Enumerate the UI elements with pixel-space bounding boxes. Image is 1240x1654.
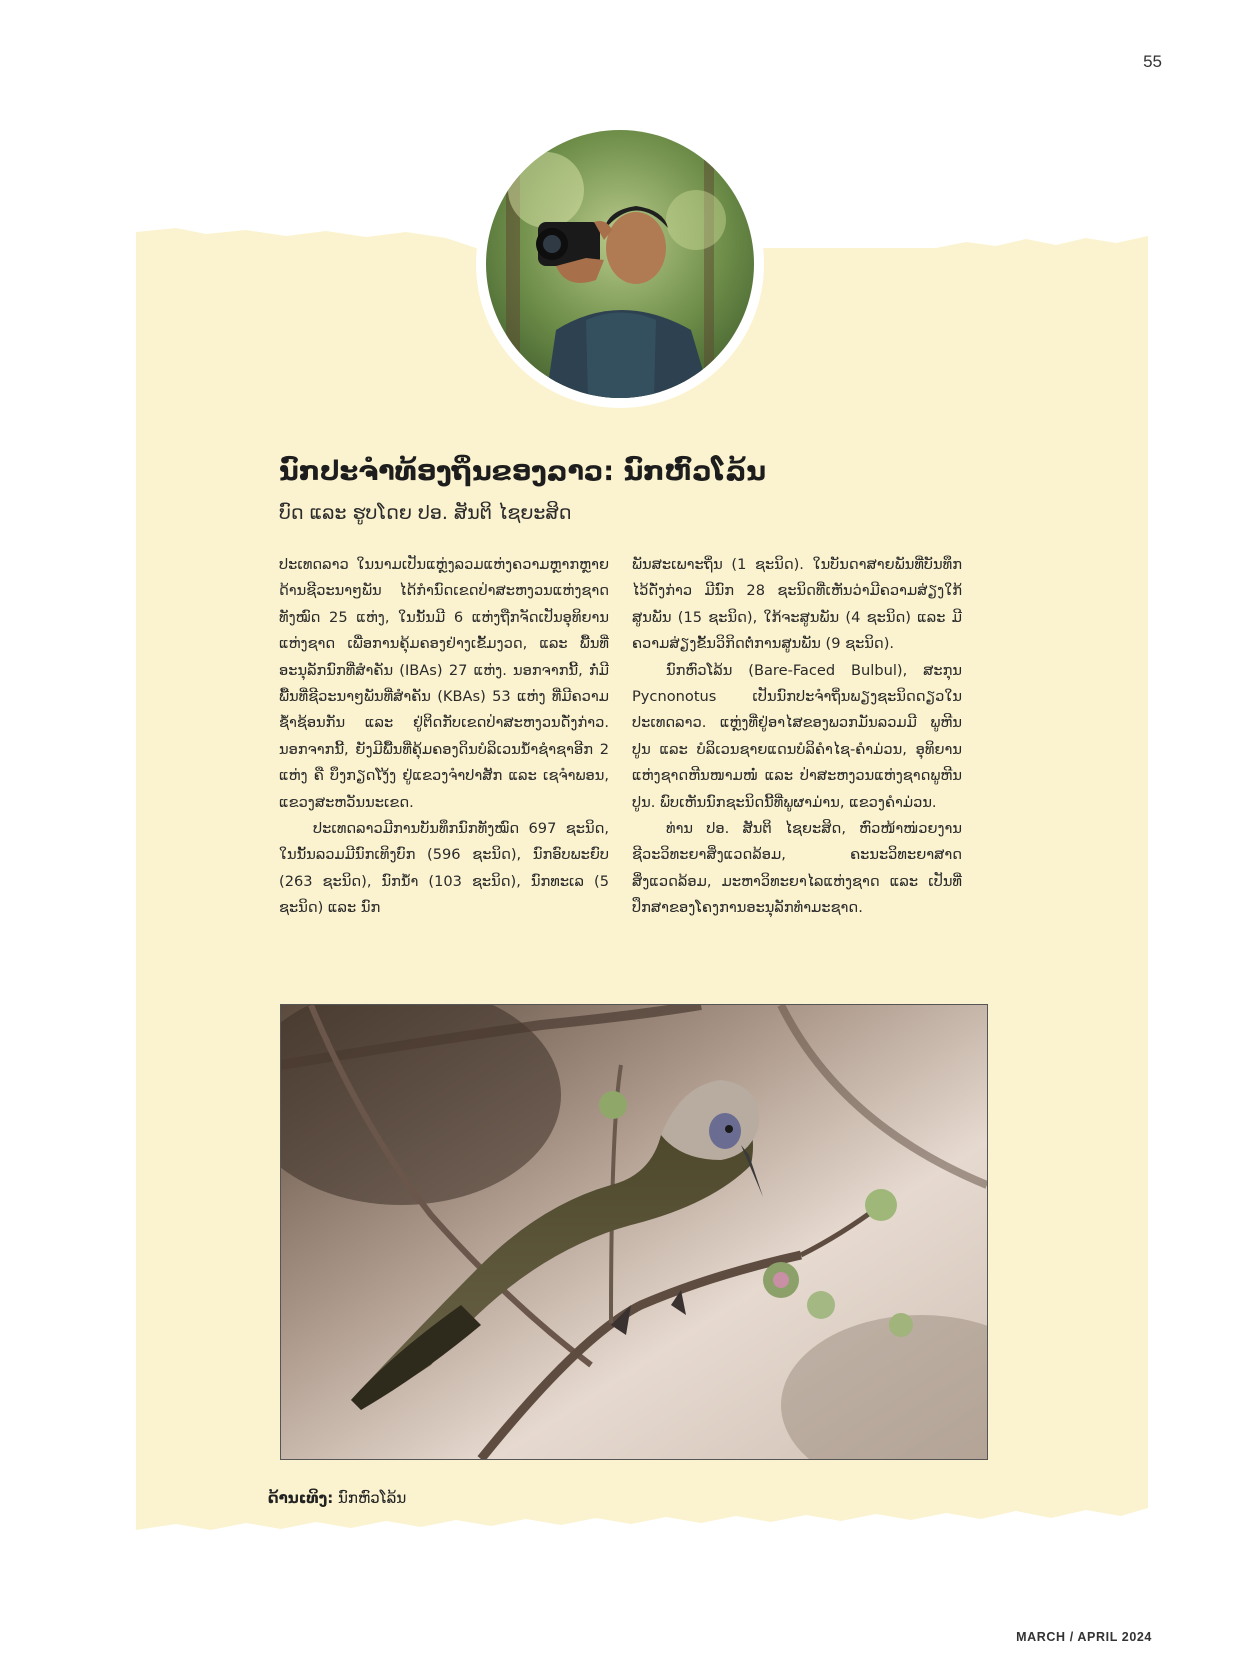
page-number: 55 bbox=[1143, 52, 1162, 71]
article-byline: ບົດ ແລະ ຮູບໂດຍ ປອ. ສັນຕິ ໄຊຍະສິດ bbox=[279, 502, 572, 524]
caption-label: ດ້ານເທິງ: bbox=[268, 1489, 334, 1507]
bird-photo bbox=[280, 1004, 988, 1460]
paragraph: ປະເທດລາວ ໃນນາມເປັນແຫຼ່ງລວມແຫ່ງຄວາມຫຼາກຫຼາຍດ້ານຊີວະນາໆພັນ ໄດ້ກຳນົດເຂດປ່າສະຫງວນແຫ່ງຊາດທັງໝົດ 25 ແຫ່ງ, ໃນນັ້ນມີ 6 ແຫ່ງຖືກຈັດເປັນອຸທິຍານແຫ່ງຊາດ ເພື່ອການຄຸ້ມຄອງຢ່າງເຂັ້ມງວດ, ແລະ ພື້ນທີ່ອະນຸລັກນົກທີ່ສຳຄັນ (IBAs) 27 ແຫ່ງ. ນອກຈາກນີ້, ກໍ່ມີພື້ນທີ່ຊີວະນາໆພັນທີ່ສຳຄັນ (KBAs) 53 ແຫ່ງ ທີ່ມີຄວາມຊໍ້າຊ້ອນກັນ ແລະ ຢູ່ຕິດກັບເຂດປ່າສະຫງວນດັ່ງກ່າວ. ນອກຈາກນີ້, ຍັງມີພື້ນທີ່ຄຸ້ມຄອງດິນບໍລິເວນນໍ້າຊຳຊາອີກ 2 ແຫ່ງ ຄື ບຶງກຽດໂງ້ງ ຢູ່ແຂວງຈຳປາສັກ ແລະ ເຊຈຳພອນ, ແຂວງສະຫວັນນະເຂດ. bbox=[279, 556, 609, 811]
paragraph: ພັນສະເພາະຖິ່ນ (1 ຊະນິດ). ໃນບັນດາສາຍພັນທີ່ບັນທຶກໄວ້ດັ່ງກ່າວ ມີນົກ 28 ຊະນິດທີ່ເຫັນວ່າມີຄວາມສ່ຽງໃກ້ສູນພັນ (15 ຊະນິດ), ໃກ້ຈະສູນພັນ (4 ຊະນິດ) ແລະ ມີຄວາມສ່ຽງຂັ້ນວິກິດຕໍ່ການສູນພັນ (9 ຊະນິດ). bbox=[632, 556, 962, 653]
caption-text: ນົກຫົວໂລ້ນ bbox=[338, 1489, 407, 1507]
issue-date: MARCH / APRIL 2024 bbox=[1016, 1630, 1152, 1644]
article-title: ນົກປະຈຳທ້ອງຖິ່ນຂອງລາວ: ນົກຫົວໂລ້ນ bbox=[279, 456, 766, 487]
paragraph: ປະເທດລາວມີການບັນທຶກນົກທັງໝົດ 697 ຊະນິດ, ໃນນັ້ນລວມມີນົກເທິງບົກ (596 ຊະນິດ), ນົກອົບພະຍົບ (263 ຊະນິດ), ນົກນໍ້າ (103 ຊະນິດ), ນົກທະເລ (5 ຊະນິດ) ແລະ ນົກ bbox=[279, 820, 609, 917]
paragraph: ນົກຫົວໂລ້ນ (Bare-Faced Bulbul), ສະກຸນ Pycnonotus ເປັນນົກປະຈຳຖິ່ນພຽງຊະນິດດຽວໃນປະເທດລາວ. ແຫຼ່ງທີ່ຢູ່ອາໄສຂອງພວກມັນລວມມີ ພູຫີນປູນ ແລະ ບໍລິເວນຊາຍແດນບໍລິຄຳໄຊ-ຄຳມ່ວນ, ອຸທິຍານແຫ່ງຊາດຫີນໜາມໜໍ່ ແລະ ປ່າສະຫງວນແຫ່ງຊາດພູຫີນປູນ. ພົບເຫັນນົກຊະນິດນີ້ທີ່ພູຜາມ່ານ, ແຂວງຄຳມ່ວນ. bbox=[632, 661, 962, 811]
article-column-right bbox=[632, 552, 962, 922]
article-column-left bbox=[279, 552, 609, 922]
photo-caption bbox=[268, 1489, 406, 1507]
photographer-portrait bbox=[486, 130, 754, 398]
paragraph: ທ່ານ ປອ. ສັນຕິ ໄຊຍະສິດ, ຫົວໜ້າໜ່ວຍງານຊີວະວິທະຍາສິ່ງແວດລ້ອມ, ຄະນະວິທະຍາສາດສິ່ງແວດລ້ອມ, ມະຫາວິທະຍາໄລແຫ່ງຊາດ ແລະ ເປັນທີ່ປຶກສາຂອງໂຄງການອະນຸລັກທຳມະຊາດ. bbox=[632, 820, 962, 917]
portrait-frame bbox=[476, 120, 764, 408]
